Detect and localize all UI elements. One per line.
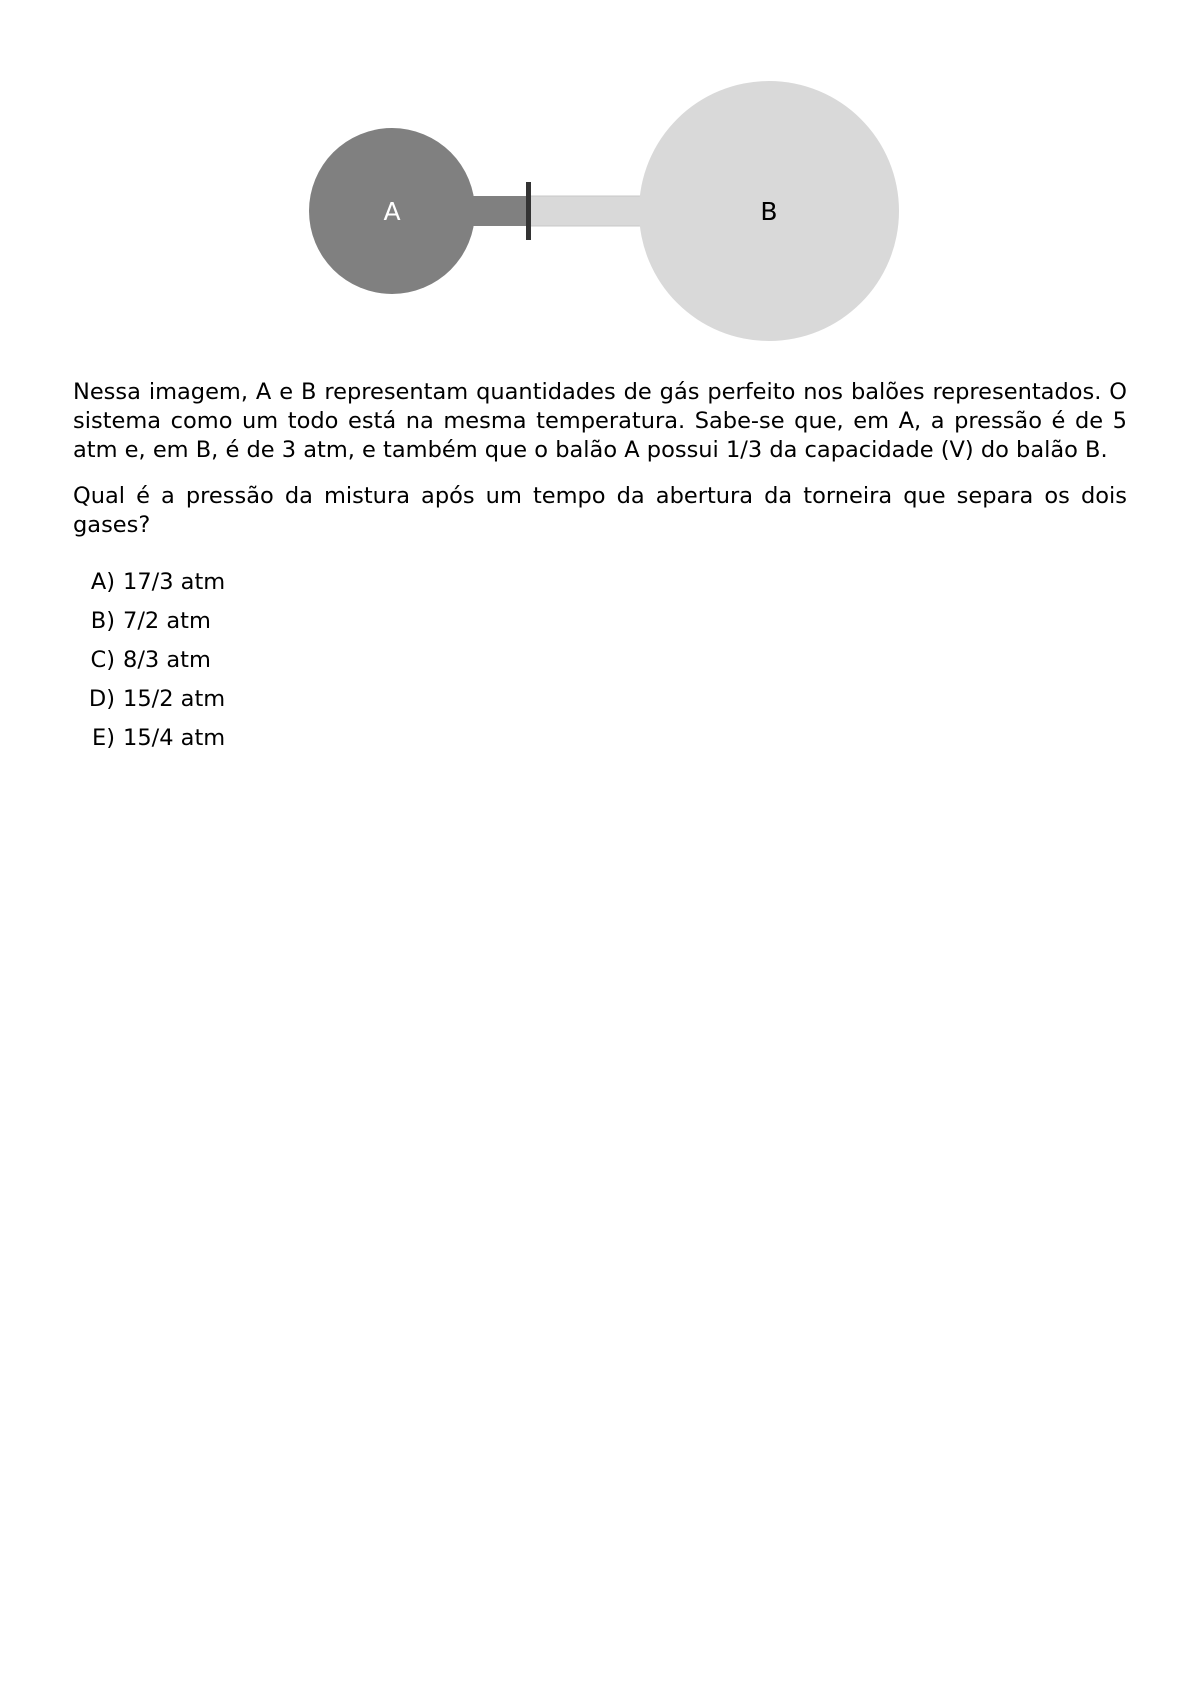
balloon-b-label: B <box>760 197 778 226</box>
option-d[interactable] <box>73 685 1127 724</box>
option-text: 17/3 atm <box>123 569 226 595</box>
balloon-a-label: A <box>383 197 401 226</box>
option-text: 7/2 atm <box>123 608 211 634</box>
question-paragraph-1: Nessa imagem, A e B representam quantidades de gás perfeito nos balões representados. O sistema como um todo está na mesma temperatura. Sabe-se que, em A, a pressão é de 5 atm e, em B, é de 3 atm, e também que o balão A possui 1/3 da capacidade (V) do balão B. <box>73 379 1127 463</box>
gas-balloons-figure <box>0 0 1190 360</box>
option-letter: D) <box>88 686 115 712</box>
option-text: 8/3 atm <box>123 647 211 673</box>
valve-icon <box>526 182 531 240</box>
option-letter: E) <box>92 725 115 751</box>
option-a[interactable] <box>73 568 1127 607</box>
question-content <box>73 378 1127 763</box>
option-text: 15/4 atm <box>123 725 226 751</box>
tube-a-segment <box>470 196 528 226</box>
balloons-diagram <box>0 0 1190 360</box>
option-letter: A) <box>90 569 115 595</box>
option-letter: B) <box>90 608 115 634</box>
option-c[interactable] <box>73 646 1127 685</box>
answer-options-list <box>73 568 1127 763</box>
tube-b-segment <box>528 196 644 226</box>
question-paragraph-2: Qual é a pressão da mistura após um tempo da abertura da torneira que separa os dois gases? <box>73 483 1127 538</box>
option-text: 15/2 atm <box>123 686 226 712</box>
option-b[interactable] <box>73 607 1127 646</box>
option-e[interactable] <box>73 724 1127 763</box>
option-letter: C) <box>90 647 115 673</box>
